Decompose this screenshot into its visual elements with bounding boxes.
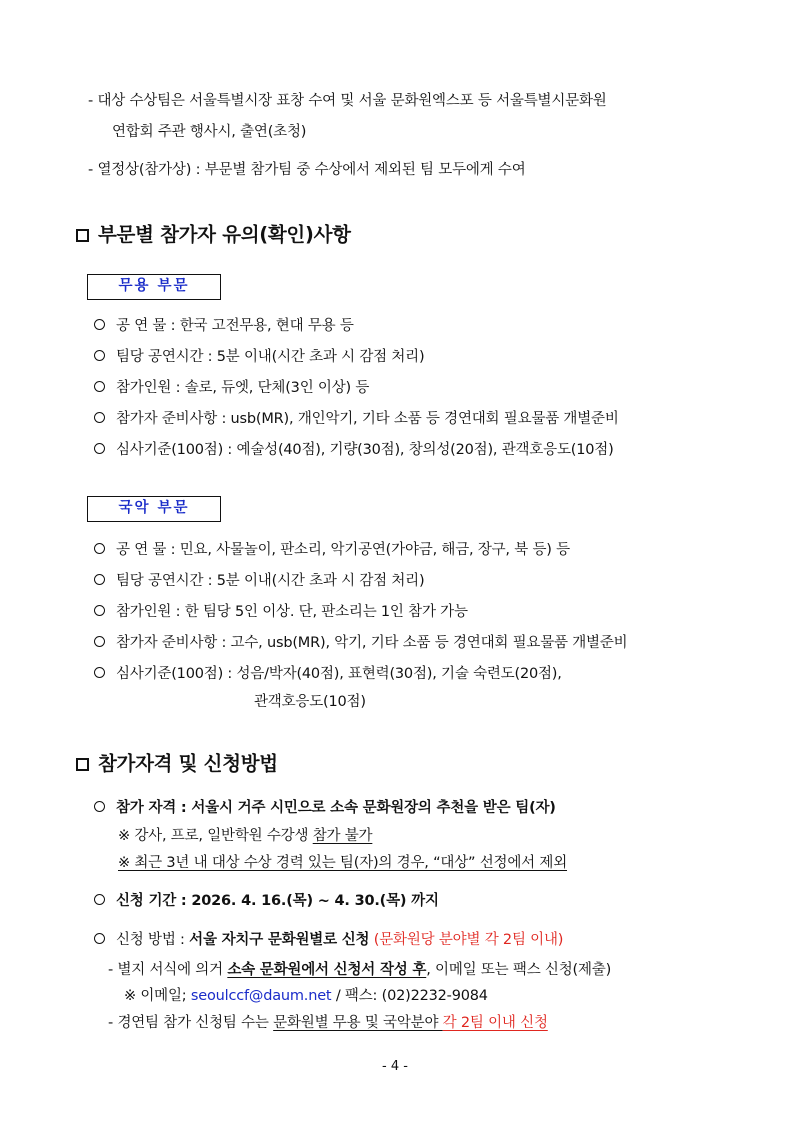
circle-bullet-icon bbox=[94, 443, 105, 454]
circle-bullet-icon bbox=[94, 933, 105, 944]
application-method-sub-1: - 별지 서식에 의거 소속 문화원에서 신청서 작성 후, 이메일 또는 팩스 신청(제출) bbox=[108, 962, 612, 978]
gugak-item-5: 심사기준(100점) : 성음/박자(40점), 표현력(30점), 기술 숙련도(20점), bbox=[94, 664, 562, 684]
gugak-item-2: 팀당 공연시간 : 5분 이내(시간 초과 시 감점 처리) bbox=[94, 571, 424, 591]
dance-item-5: 심사기준(100점) : 예술성(40점), 기량(30점), 창의성(20점), 관객호응도(10점) bbox=[94, 440, 614, 460]
checkbox-icon bbox=[76, 229, 89, 242]
eligibility-note-1: ※ 강사, 프로, 일반학원 수강생 참가 불가 bbox=[118, 828, 373, 844]
circle-bullet-icon bbox=[94, 894, 105, 905]
circle-bullet-icon bbox=[94, 574, 105, 585]
eligibility-line: 참가 자격 : 서울시 거주 시민으로 소속 문화원장의 추천을 받은 팀(자) bbox=[94, 798, 556, 818]
circle-bullet-icon bbox=[94, 350, 105, 361]
circle-bullet-icon bbox=[94, 801, 105, 812]
gugak-item-3: 참가인원 : 한 팀당 5인 이상. 단, 판소리는 1인 참가 가능 bbox=[94, 602, 468, 622]
email-link[interactable]: seoulccf@daum.net bbox=[190, 988, 332, 1004]
dance-item-1: 공 연 물 : 한국 고전무용, 현대 무용 등 bbox=[94, 316, 354, 336]
circle-bullet-icon bbox=[94, 412, 105, 423]
circle-bullet-icon bbox=[94, 636, 105, 647]
page-number: - 4 - bbox=[382, 1059, 408, 1074]
circle-bullet-icon bbox=[94, 319, 105, 330]
gugak-item-5-cont: 관객호응도(10점) bbox=[254, 694, 366, 710]
award-bullet-1-line1: - 대상 수상팀은 서울특별시장 표창 수여 및 서울 문화원엑스포 등 서울특별시문화원 bbox=[88, 93, 607, 109]
checkbox-icon bbox=[76, 758, 89, 771]
application-period-line: 신청 기간 : 2026. 4. 16.(목) ~ 4. 30.(목) 까지 bbox=[94, 891, 439, 911]
dance-category-label: 무용 부문 bbox=[87, 274, 221, 300]
circle-bullet-icon bbox=[94, 605, 105, 616]
gugak-item-1: 공 연 물 : 민요, 사물놀이, 판소리, 악기공연(가야금, 해금, 장구, 북 등) 등 bbox=[94, 540, 570, 560]
circle-bullet-icon bbox=[94, 381, 105, 392]
application-method-line: 신청 방법 : 서울 자치구 문화원별로 신청 (문화원당 분야별 각 2팀 이내) bbox=[94, 930, 563, 950]
section-heading-eligibility: 참가자격 및 신청방법 bbox=[76, 751, 278, 777]
application-method-sub-2: - 경연팀 참가 신청팀 수는 문화원별 무용 및 국악분야 각 2팀 이내 신청 bbox=[108, 1015, 548, 1031]
gugak-category-label: 국악 부문 bbox=[87, 496, 221, 522]
circle-bullet-icon bbox=[94, 667, 105, 678]
dance-item-3: 참가인원 : 솔로, 듀엣, 단체(3인 이상) 등 bbox=[94, 378, 369, 398]
award-bullet-1-line2: 연합회 주관 행사시, 출연(초청) bbox=[112, 124, 307, 140]
dance-item-2: 팀당 공연시간 : 5분 이내(시간 초과 시 감점 처리) bbox=[94, 347, 424, 367]
eligibility-note-2: ※ 최근 3년 내 대상 수상 경력 있는 팀(자)의 경우, “대상” 선정에서 제외 bbox=[118, 855, 568, 871]
gugak-item-4: 참가자 준비사항 : 고수, usb(MR), 악기, 기타 소품 등 경연대회 필요물품 개별준비 bbox=[94, 633, 627, 653]
dance-item-4: 참가자 준비사항 : usb(MR), 개인악기, 기타 소품 등 경연대회 필요물품 개별준비 bbox=[94, 409, 619, 429]
contact-line: ※ 이메일; seoulccf@daum.net / 팩스: (02)2232-9084 bbox=[124, 988, 488, 1004]
section-heading-precautions: 부문별 참가자 유의(확인)사항 bbox=[76, 222, 351, 248]
circle-bullet-icon bbox=[94, 543, 105, 554]
award-bullet-2: - 열정상(참가상) : 부문별 참가팀 중 수상에서 제외된 팀 모두에게 수여 bbox=[88, 162, 526, 178]
